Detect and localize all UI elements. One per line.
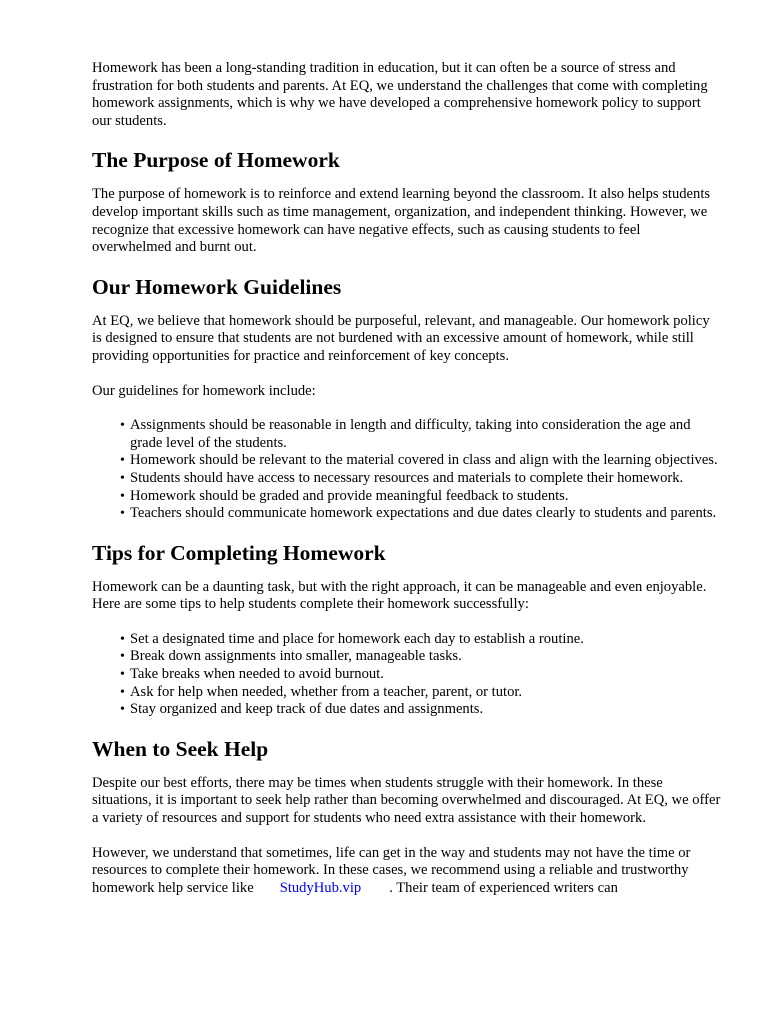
guidelines-list bbox=[92, 417, 722, 523]
seek-help-paragraph: Despite our best efforts, there may be times when students struggle with their homework. In these situations, it is important to seek help rather than becoming overwhelmed and discouraged. At EQ, we offer a variety of resources and support for students who need extra assistance with their homework. bbox=[92, 774, 721, 827]
section-heading-guidelines: Our Homework Guidelines bbox=[92, 274, 342, 299]
list-item-text: Ask for help when needed, whether from a teacher, parent, or tutor. bbox=[130, 683, 523, 700]
intro-paragraph: Homework has been a long-standing tradition in education, but it can often be a source of stress and frustration for both students and parents. At EQ, we understand the challenges that come with completing homework assignments, which is why we have developed a comprehensive homework policy to support our students. bbox=[92, 60, 708, 129]
bullet-icon: • bbox=[120, 506, 125, 522]
final-paragraph bbox=[92, 845, 722, 898]
list-item bbox=[120, 417, 722, 452]
section-heading-purpose: The Purpose of Homework bbox=[92, 148, 340, 173]
document-page bbox=[92, 60, 722, 897]
section-heading-tips: Tips for Completing Homework bbox=[92, 540, 386, 565]
list-item-text: Homework should be relevant to the material covered in class and align with the learning objectives. bbox=[130, 452, 718, 469]
bullet-icon: • bbox=[120, 631, 125, 647]
section-heading-seek-help: When to Seek Help bbox=[92, 736, 269, 761]
guidelines-intro-line: Our guidelines for homework include: bbox=[92, 382, 316, 399]
list-item-text: Set a designated time and place for homework each day to establish a routine. bbox=[130, 630, 584, 647]
list-item-text: Take breaks when needed to avoid burnout. bbox=[130, 666, 384, 683]
list-item-text: Students should have access to necessary resources and materials to complete their homework. bbox=[130, 469, 684, 486]
bullet-icon: • bbox=[120, 418, 125, 434]
final-paragraph-tail: . Their team of experienced writers can bbox=[389, 879, 618, 896]
purpose-paragraph: The purpose of homework is to reinforce and extend learning beyond the classroom. It also helps students develop important skills such as time management, organization, and independent thinking. However, we recognize that excessive homework can have negative effects, such as causing students to feel overwhelmed and burnt out. bbox=[92, 186, 711, 256]
list-item-text: Stay organized and keep track of due dates and assignments. bbox=[130, 701, 484, 718]
tips-paragraph: Homework can be a daunting task, but with the right approach, it can be manageable and even enjoyable. Here are some tips to help students complete their homework successfully: bbox=[92, 578, 707, 613]
list-item bbox=[120, 666, 722, 684]
tips-list bbox=[92, 631, 722, 719]
list-item-text: Teachers should communicate homework expectations and due dates clearly to students and parents. bbox=[130, 505, 717, 522]
list-item bbox=[120, 505, 722, 523]
bullet-icon: • bbox=[120, 684, 125, 700]
bullet-icon: • bbox=[120, 649, 125, 665]
guidelines-paragraph: At EQ, we believe that homework should be purposeful, relevant, and manageable. Our homework policy is designed to ensure that students are not burdened with an excessive amount of homework, while still providing opportunities for practice and reinforcement of key concepts. bbox=[92, 312, 710, 364]
list-item bbox=[120, 487, 722, 506]
list-item-text: Assignments should be reasonable in length and difficulty, taking into consideration the age and grade level of the students. bbox=[130, 417, 691, 451]
bullet-icon: • bbox=[120, 453, 125, 469]
final-paragraph-text: However, we understand that sometimes, life can get in the way and students may not have the time or resources to complete their homework. In these cases, we recommend using a reliable and trustworthy homework help service like bbox=[92, 844, 691, 896]
list-item-text: Homework should be graded and provide meaningful feedback to students. bbox=[130, 487, 569, 504]
bullet-icon: • bbox=[120, 702, 125, 718]
studyhub-link[interactable]: StudyHub.vip bbox=[279, 879, 362, 896]
list-item bbox=[120, 452, 722, 470]
list-item bbox=[120, 469, 722, 488]
bullet-icon: • bbox=[120, 488, 125, 504]
bullet-icon: • bbox=[120, 470, 125, 486]
list-item bbox=[120, 701, 722, 719]
list-item bbox=[120, 683, 722, 702]
list-item bbox=[120, 648, 722, 666]
list-item bbox=[120, 630, 722, 649]
bullet-icon: • bbox=[120, 667, 125, 683]
list-item-text: Break down assignments into smaller, manageable tasks. bbox=[130, 648, 462, 665]
